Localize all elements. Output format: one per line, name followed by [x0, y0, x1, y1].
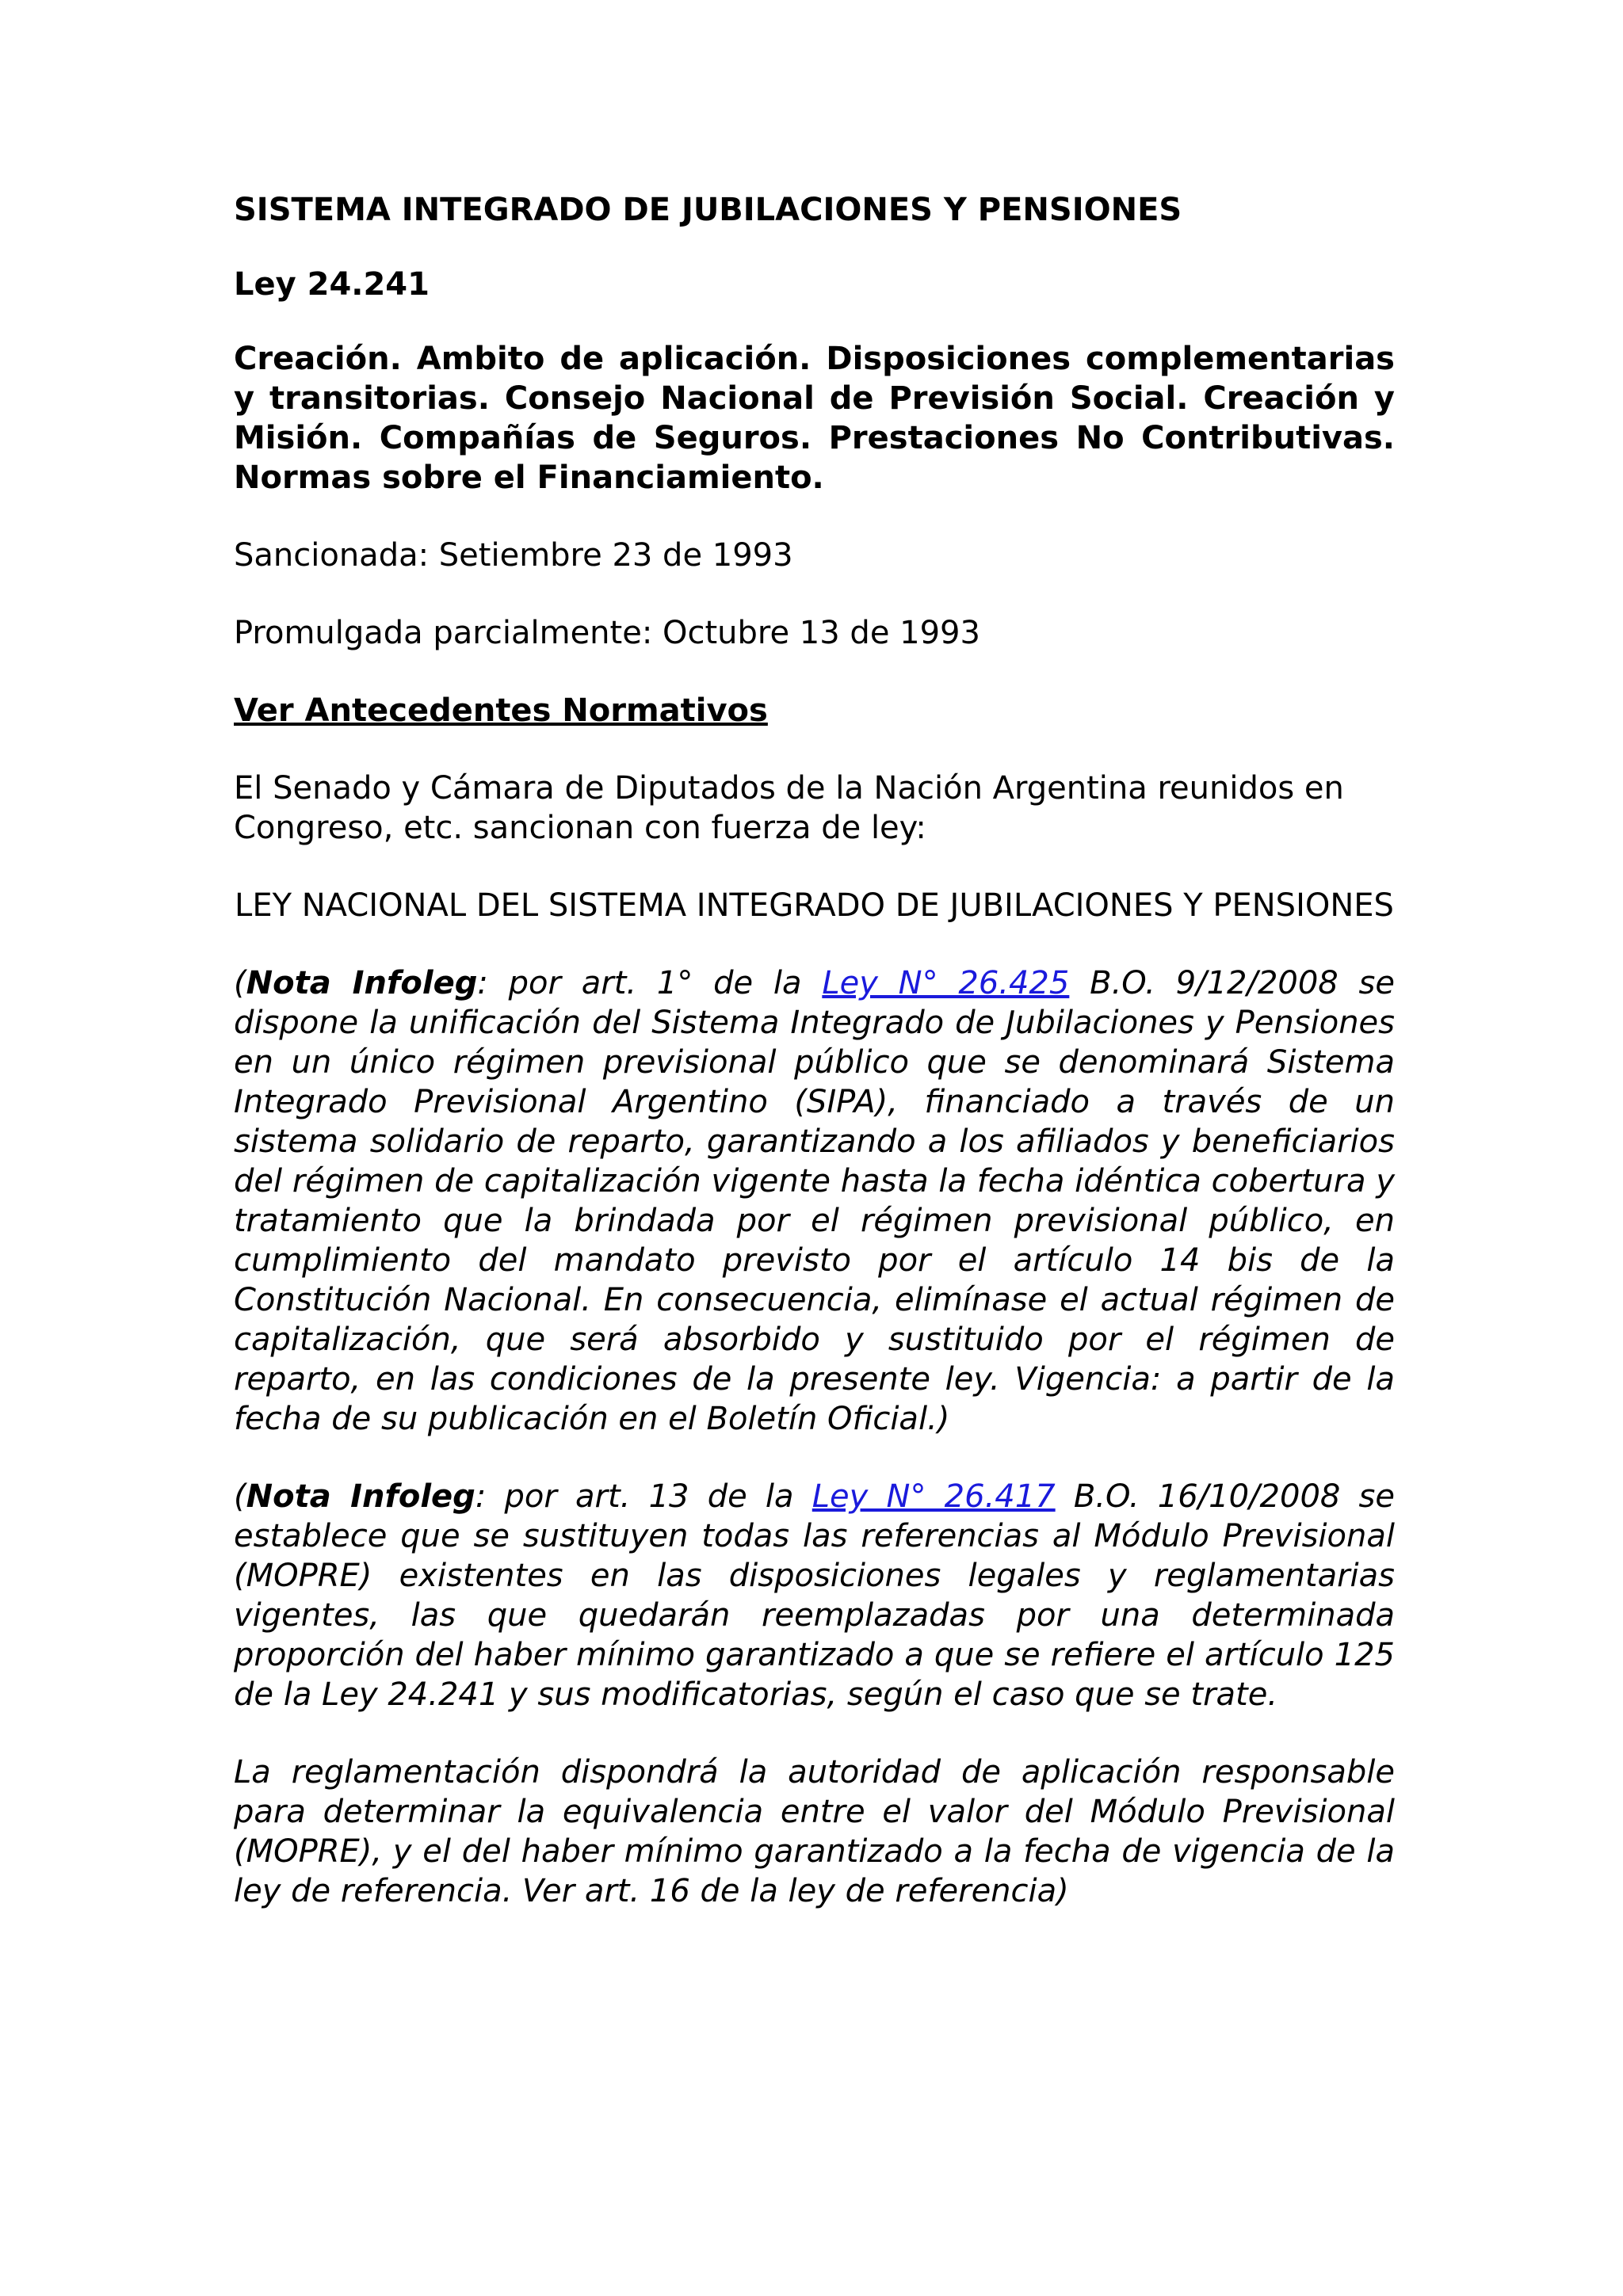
note-1-open: (: [234, 965, 246, 1001]
preamble: El Senado y Cámara de Diputados de la Nación Argentina reunidos en Congreso, etc. sancionan con fuerza de ley:: [234, 770, 1344, 846]
note-1-body: B.O. 9/12/2008 se dispone la unificación del Sistema Integrado de Jubilaciones y Pensiones en un único régimen previsional público que se denominará Sistema Integrado Previsional Argentino (SIPA), financiado a través de un sistema solidario de reparto, garantizando a los afiliados y beneficiarios del régimen de capitalización vigente hasta la fecha idéntica cobertura y tratamiento que la brindada por el régimen previsional público, en cumplimiento del mandato previsto por el artículo 14 bis de la Constitución Nacional. En consecuencia, elimínase el actual régimen de capitalización, que será absorbido y sustituido por el régimen de reparto, en las condiciones de la presente ley. Vigencia: a partir de la fecha de su publicación en el Boletín Oficial.): [234, 965, 1395, 1437]
document-title: SISTEMA INTEGRADO DE JUBILACIONES Y PENSIONES: [234, 192, 1182, 228]
infoleg-note-2-continuation: La reglamentación dispondrá la autoridad de aplicación responsable para determinar la equivalencia entre el valor del Módulo Previsional (MOPRE), y el del haber mínimo garantizado a la fecha de vigencia de la ley de referencia. Ver art. 16 de la ley de referencia): [234, 1754, 1395, 1909]
note-2-body: B.O. 16/10/2008 se establece que se sustituyen todas las referencias al Módulo Previsional (MOPRE) existentes en las disposiciones legales y reglamentarias vigentes, las que quedarán reemplazadas por una determinada proporción del haber mínimo garantizado a que se refiere el artículo 125 de la Ley 24.241 y sus modificatorias, según el caso que se trate.: [234, 1478, 1396, 1713]
note-2-label: Nota Infoleg: [246, 1478, 475, 1515]
infoleg-note-2: [234, 1477, 1395, 1714]
law-summary: Creación. Ambito de aplicación. Disposiciones complementarias y transitorias. Consejo Nacional de Previsión Social. Creación y Misión. Compañías de Seguros. Prestaciones No Contributivas. Normas sobre el Financiamiento.: [234, 341, 1395, 496]
promulgated-date: Promulgada parcialmente: Octubre 13 de 1993: [234, 615, 980, 651]
infoleg-note-1: [234, 963, 1395, 1439]
sanctioned-date: Sancionada: Setiembre 23 de 1993: [234, 537, 793, 574]
note-1-label: Nota Infoleg: [246, 965, 478, 1001]
note-1-pre-link: : por art. 1° de la: [477, 965, 823, 1001]
law-heading: LEY NACIONAL DEL SISTEMA INTEGRADO DE JUBILACIONES Y PENSIONES: [235, 887, 1394, 924]
antecedents-link[interactable]: Ver Antecedentes Normativos: [234, 692, 768, 729]
ley-26425-link[interactable]: Ley N° 26.425: [822, 965, 1070, 1001]
ley-26417-link[interactable]: Ley N° 26.417: [812, 1478, 1056, 1515]
note-2-open: (: [234, 1478, 246, 1515]
note-2-pre-link: : por art. 13 de la: [475, 1478, 812, 1515]
document-page: [234, 190, 1395, 1949]
antecedents-paragraph: [234, 691, 1395, 730]
law-number: Ley 24.241: [234, 266, 430, 303]
